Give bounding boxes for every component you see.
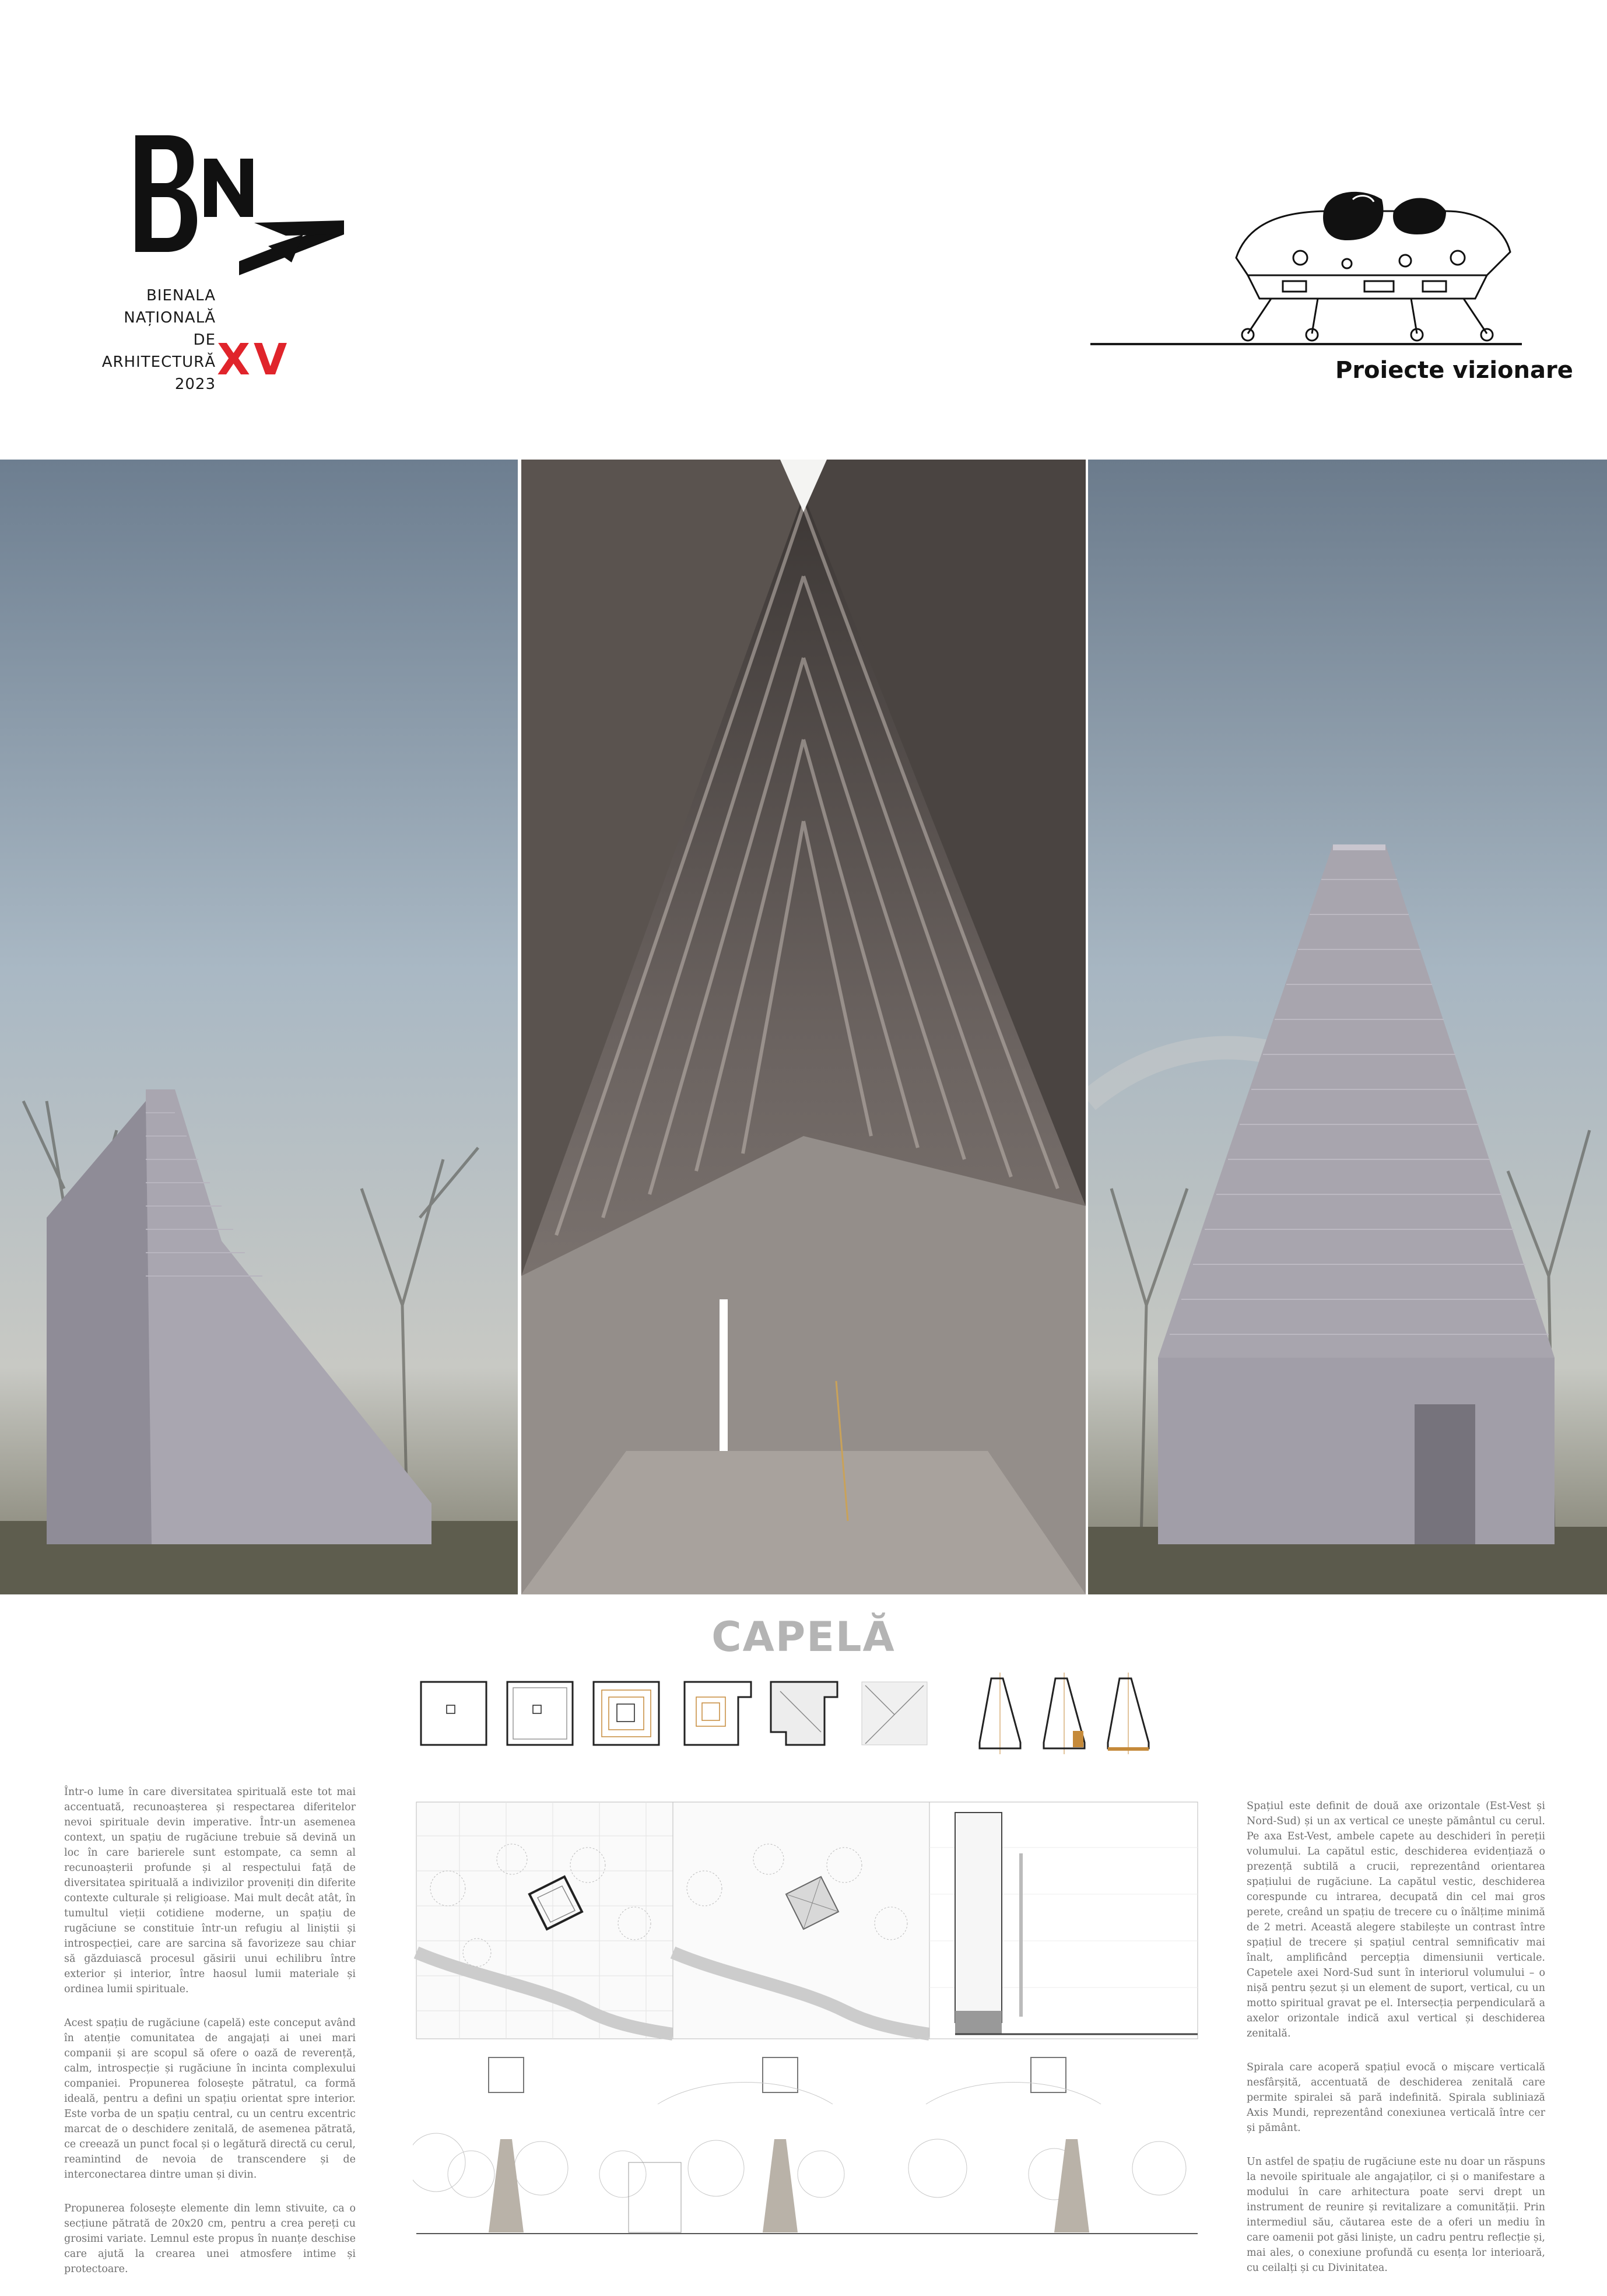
paragraph-left-3: Propunerea folosește elemente din lemn stivuite, ca o secțiune pătrată de 20x20 cm, pentru a crea pereți cu grosimi variate. Lemnul este propus în nuanțe deschise care ajută la crearea unei atmosfere intime și protectoare. [64, 2203, 356, 2275]
wall-section [929, 1802, 1198, 2039]
project-title: CAPELĂ [711, 1613, 896, 1661]
exterior-render-side [0, 460, 518, 1594]
diagram-4 [682, 1680, 753, 1748]
diagram-6 [859, 1680, 931, 1748]
section-diagram-2 [1038, 1673, 1090, 1754]
edition-label: XV [217, 335, 291, 385]
site-plan-1 [416, 1802, 673, 2039]
diagram-3 [591, 1680, 662, 1748]
logo-line-5: 2023 [174, 376, 216, 393]
robot-illustration [1213, 188, 1516, 344]
logo-letter-b [133, 135, 197, 252]
elevation-key-plans [489, 2057, 1066, 2092]
logo-line-2: NAȚIONALĂ [124, 309, 216, 327]
paragraph-left-1: Într-o lume în care diversitatea spirituală este tot mai accentuată, recunoașterea și respectarea diferitelor nevoi spirituale devin imperative. Într-un asemenea context, un spațiu de rugăciune trebuie să devină un loc în care barierele sunt estompate, ca semn al recunoașterii profunde și al respectului față de diversitatea spirituală a indivizilor proveniți din diferite contexte culturale și religioase. Mai mult decât atât, în tumultul vieții cotidiene moderne, un spațiu de rugăciune se constituie într-un refugiu al liniștii și introspecției, care are sarcina să favorizeze sau chiar să găzduiască procesul găsirii unui echilibru între exterior și interior, între haosul lumii materiale și ordinea lumii spirituale. [64, 1786, 356, 1995]
header [0, 0, 1607, 443]
site-plan-2 [673, 1802, 929, 2039]
logo-line-1: BIENALA [146, 287, 216, 304]
logo-letters-na [204, 159, 344, 275]
category-label: Proiecte vizionare [1335, 357, 1573, 384]
interior-render [521, 460, 1086, 1594]
diagram-5 [769, 1680, 840, 1748]
exterior-render-entrance [1088, 460, 1607, 1594]
description-right-column [1247, 1799, 1545, 2294]
paragraph-left-2: Acest spațiu de rugăciune (capelă) este conceput având în atenție comunitatea de angajați ai unei mari companii și are scopul să ofere o oază de reverență, calm, introspecție și rugăciune în incinta complexului companiei. Propunerea folosește pătratul, ca formă ideală, pentru a defini un spațiu orientat spre interior. Este vorba de un spațiu central, cu un centru excentric marcat de o deschidere zenitală, de asemenea pătrată, ce creează un punct focal și o legătură directă cu cerul, reamintind de nevoia de transcendere și de interconectarea dintre uman și divin. [64, 2017, 356, 2181]
diagram-1 [419, 1680, 490, 1748]
section-diagram-3 [1102, 1673, 1155, 1754]
section-diagram-1 [974, 1673, 1026, 1754]
paragraph-right-3: Un astfel de spațiu de rugăciune este nu doar un răspuns la nevoile spirituale ale angajaților, ci și o manifestare a modului în care arhitectura poate servi drept un instrument de reunire și revitalizare a comunității. Prin intermediul său, căutarea este de a oferi un mediu în care oamenii pot găsi liniște, un cadru pentru reflecție și, mai ales, o conexiune profundă cu esența lor interioară, cu ceilalți și cu Divinitatea. [1247, 2156, 1545, 2274]
technical-drawings [413, 1801, 1201, 2267]
logo-line-3: DE [193, 331, 216, 349]
elevations [413, 2083, 1198, 2239]
paragraph-right-1: Spațiul este definit de două axe orizontale (Est-Vest și Nord-Sud) și un ax vertical ce unește pământul cu cerul. Pe axa Est-Vest, ambele capete au deschideri în pereții volumului. La capătul estic, deschiderea evidențiază o prezență subtilă a crucii, reprezentând orientarea spațiului de rugăciune. La capătul vestic, deschiderea corespunde cu intrarea, decupată din cel mai gros perete, creând un spațiu de trecere cu o înălțime minimă de 2 metri. Această alegere stabilește un contrast între spațiul de trecere și spațiul central semnificativ mai înalt, amplificând percepția dimensiunii verticale. Capetele axei Nord-Sud sunt în interiorul volumului – o nișă pentru șezut și un element de suport, vertical, cu un motto spiritual gravat pe el. Intersecția perpendiculară a axelor orizontale indică axul vertical și deschiderea zenitală. [1247, 1800, 1545, 2039]
description-left-column [64, 1785, 356, 2295]
diagram-2 [505, 1680, 576, 1748]
category-rule [1090, 343, 1522, 345]
logo-line-4: ARHITECTURĂ [101, 353, 216, 371]
paragraph-right-2: Spirala care acoperă spațiul evocă o mișcare verticală nesfârșită, accentuată de deschiderea zenitală care permite spiralei să pară indefinită. Spirala subliniază Axis Mundi, reprezentând conexiunea verticală între cer și pământ. [1247, 2062, 1545, 2134]
